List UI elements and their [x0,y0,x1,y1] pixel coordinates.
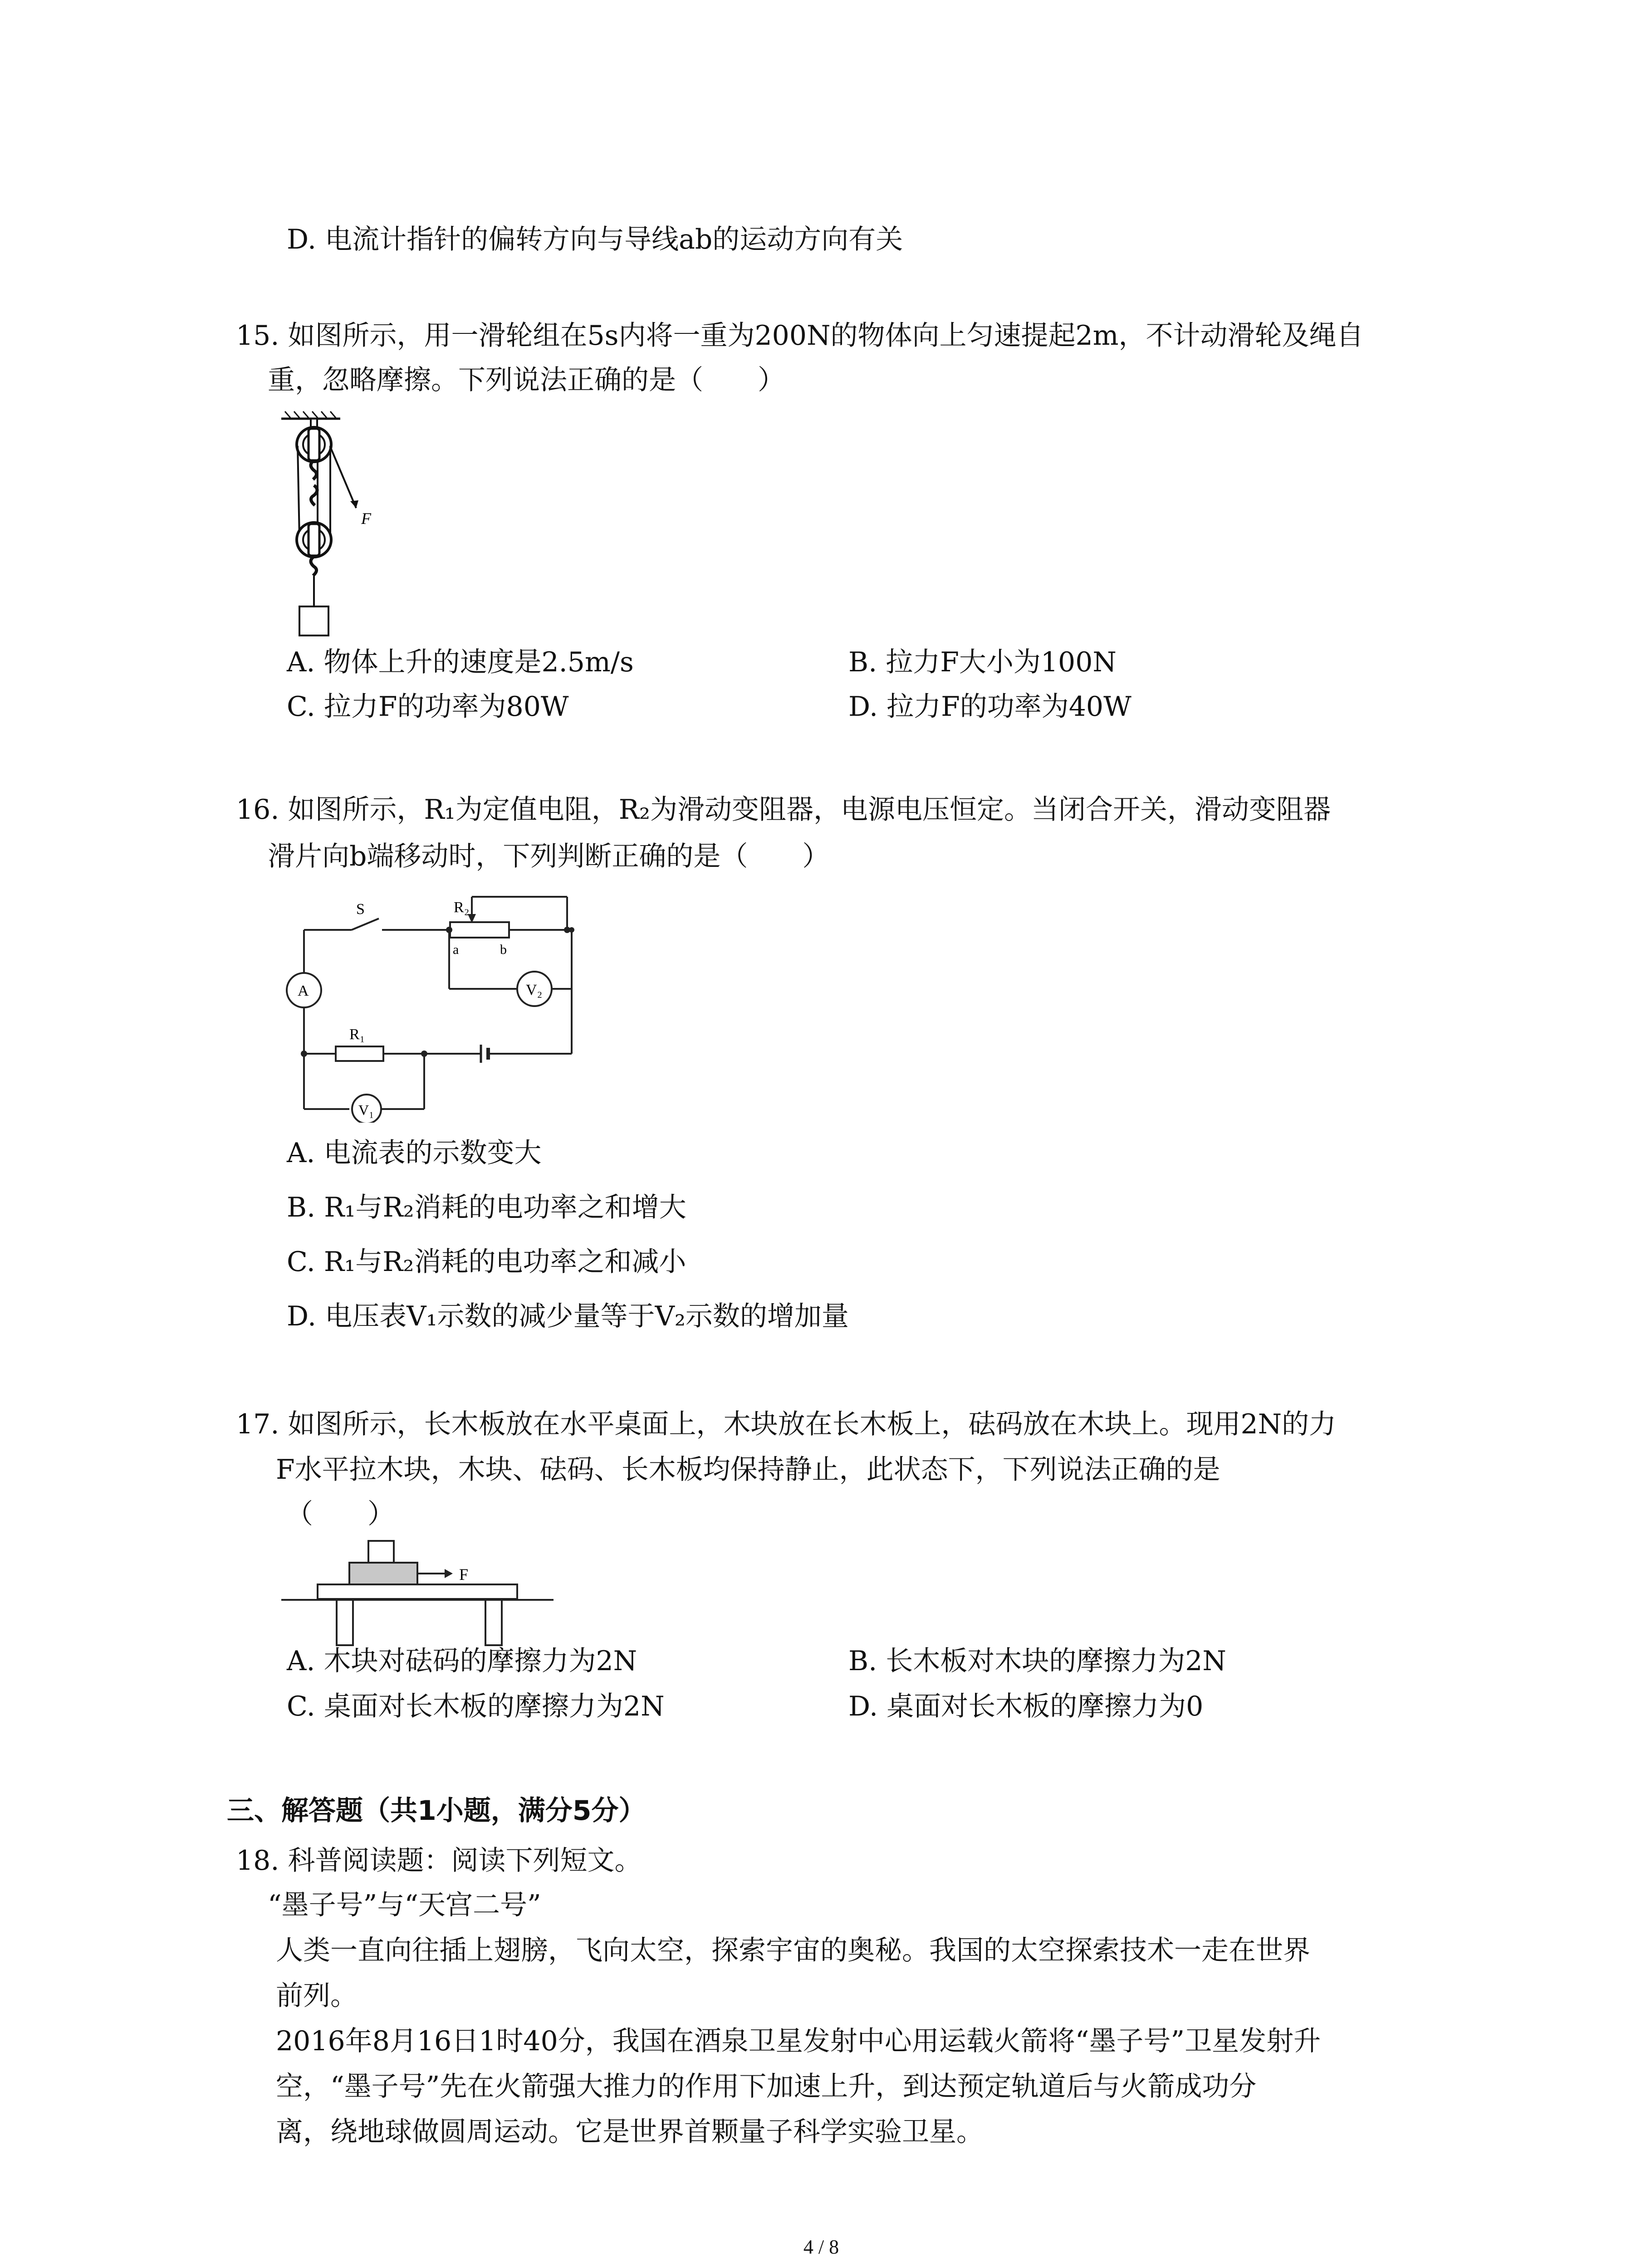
q17-option-a: A. 木块对砝码的摩擦力为2N [287,1645,637,1677]
q17-option-c: C. 桌面对长木板的摩擦力为2N [287,1691,665,1722]
voltmeter-v2-label: V₂ [526,982,543,998]
switch-label: S [356,901,365,918]
q17-stem-line3: （ ） [286,1498,395,1530]
terminal-a-label: a [453,942,459,957]
q15-option-b: B. 拉力F大小为100N [848,646,1117,678]
terminal-b-label: b [500,942,507,957]
q16-stem-line1: 16. 如图所示，R₁为定值电阻，R₂为滑动变阻器，电源电压恒定。当闭合开关，滑动变阻器 [236,794,1331,826]
q15-option-c: C. 拉力F的功率为80W [287,691,569,723]
q17-stem-line2: F水平拉木块，木块、砝码、长木板均保持静止，此状态下，下列说法正确的是 [276,1454,1220,1486]
pulley-figure [272,411,408,642]
ammeter-label: A [298,982,309,999]
q18-paragraph2-line2: 空，“墨子号”先在火箭强大推力的作用下加速上升，到达预定轨道后与火箭成功分 [276,2071,1257,2102]
q15-stem-line1: 15. 如图所示，用一滑轮组在5s内将一重为200N的物体向上匀速提起2m，不计动滑轮及绳自 [236,320,1364,352]
q15-option-d: D. 拉力F的功率为40W [848,691,1132,723]
q16-option-c: C. R₁与R₂消耗的电功率之和减小 [287,1246,686,1278]
q17-stem-line1: 17. 如图所示，长木板放在水平桌面上，木块放在长木板上，砝码放在木块上。现用2N的力 [236,1408,1337,1440]
q18-paragraph1-line1: 人类一直向往插上翅膀，飞向太空，探索宇宙的奥秘。我国的太空探索技术一走在世界 [276,1935,1310,1966]
section-heading: 三、解答题（共1小题，满分5分） [227,1795,646,1827]
pulley-force-label: F [361,509,371,528]
q15-stem-line2: 重，忽略摩擦。下列说法正确的是（ ） [268,364,785,396]
q18-stem: 18. 科普阅读题：阅读下列短文。 [236,1845,642,1877]
q17-option-b: B. 长木板对木块的摩擦力为2N [848,1645,1226,1677]
q15-option-a: A. 物体上升的速度是2.5m/s [287,646,634,678]
q16-option-d: D. 电压表V₁示数的减少量等于V₂示数的增加量 [287,1300,849,1332]
q16-stem-line2: 滑片向b端移动时，下列判断正确的是（ ） [268,841,830,872]
q18-paragraph1-line2: 前列。 [276,1980,358,2012]
board-block-figure [281,1540,563,1649]
q17-option-d: D. 桌面对长木板的摩擦力为0 [848,1691,1204,1722]
q18-article-title: “墨子号”与“天宫二号” [268,1889,541,1921]
q18-paragraph2-line1: 2016年8月16日1时40分，我国在酒泉卫星发射中心用运载火箭将“墨子号”卫星发射升 [276,2025,1321,2057]
page-number: 4 / 8 [803,2236,839,2258]
voltmeter-v1-label: V₁ [358,1102,374,1118]
q14-option-d: D. 电流计指针的偏转方向与导线ab的运动方向有关 [287,224,903,255]
r1-label: R₁ [349,1026,365,1043]
q18-paragraph2-line3: 离，绕地球做圆周运动。它是世界首颗量子科学实验卫星。 [276,2116,984,2148]
r2-label: R₂ [454,899,470,916]
pull-force-label: F [459,1565,469,1584]
circuit-figure [281,887,581,1123]
q16-option-b: B. R₁与R₂消耗的电功率之和增大 [287,1192,686,1223]
q16-option-a: A. 电流表的示数变大 [287,1137,542,1169]
